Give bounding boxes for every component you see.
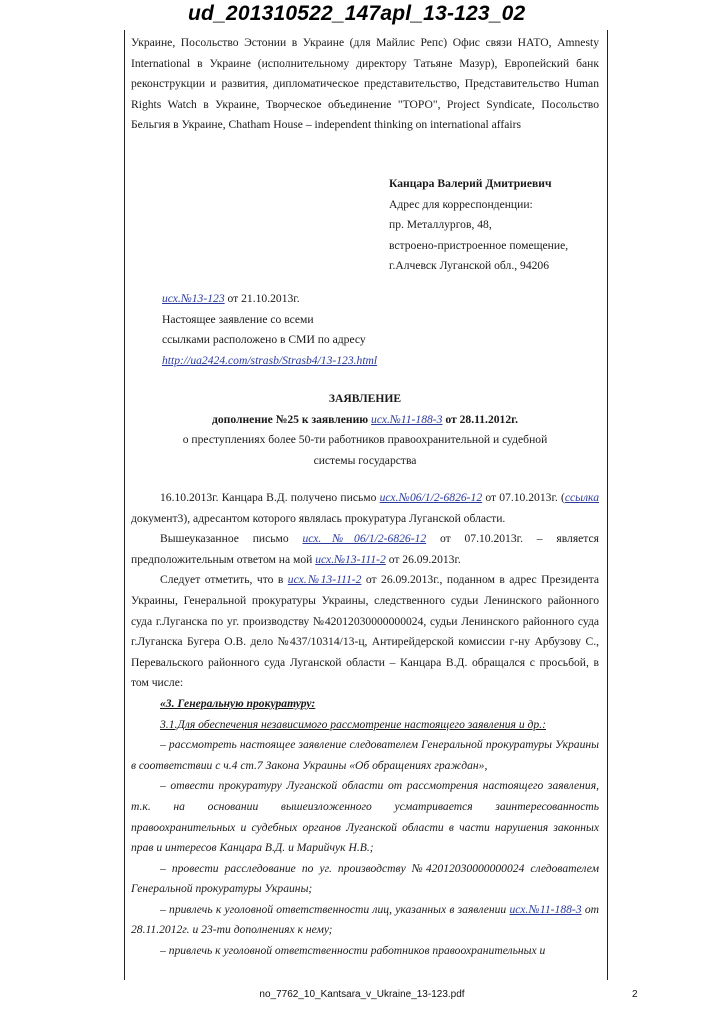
quote-heading: «3. Генеральную прокуратуру:: [160, 696, 316, 710]
quote-item-4: – провести расследование по уг. производству №42012030000000024 следователем Генеральной прокуратуры Украины;: [131, 861, 599, 896]
intro-text: Украине, Посольство Эстонии в Украине (для Майлис Репс) Офис связи НАТО, Amnesty International в Украине (исполнительному директору Татьяне Мазур), Европейский банк реконструкции и развития, дипломатическое представительство, Представительство Human Rights Watch в Украине, Творческое объединение "ТОРО", Project Syndicate, Посольство Бельгия в Украине, Chatham House – independent thinking on international affairs: [131, 36, 599, 132]
body-paragraph-1: [131, 488, 599, 529]
p2-text-a: Вышеуказанное письмо: [160, 532, 303, 546]
p2-text-b: от 07.10.2013г. – является предположительным ответом на мой: [131, 532, 599, 566]
p3-text-b: от 26.09.2013г., поданном в адрес Президента Украины, Генеральной прокуратуры Украины, следственного судьи Ленинского районного суда г.Луганска по уг. производству №42012030000000024, судьи Ленинского районного суда г.Луганска Бугера О.В. дело №437/10314/13-ц, Антирейдерской комиссии г-ну Арбузову С., Перевальского районного суда Луганской области – Канцара В.Д. обращался с просьбой, в том числе:: [131, 573, 599, 690]
correspondence-address: [389, 174, 604, 277]
p3-link[interactable]: исх.№13-111-2: [287, 573, 362, 587]
p2-link[interactable]: исх.№06/1/2-6826-12: [302, 532, 427, 546]
sender-name: Канцара Валерий Дмитриевич: [389, 177, 552, 190]
footer-page-number: 2: [632, 989, 638, 1000]
reference-date: от 21.10.2013г.: [224, 292, 300, 305]
p1-link[interactable]: исх.№06/1/2-6826-12: [379, 491, 483, 504]
quote-item-6: – привлечь к уголовной ответственности работников правоохранительных и: [160, 944, 546, 958]
intro-paragraph: [131, 33, 599, 136]
p2-text-c: от 26.09.2013г.: [385, 552, 461, 566]
reference-link[interactable]: исх.№13-123: [162, 292, 225, 305]
p1-text-a: 16.10.2013г. Канцара В.Д. получено письмо: [160, 491, 380, 504]
statement-heading: ЗАЯВЛЕНИЕ: [328, 392, 402, 405]
quote-item-3: – отвести прокуратуру Луганской области от рассмотрения настоящего заявления, т.к. на основании вышеизложенного усматривается заинтересованность правоохранительных и судебных органов Луганской области в части нарушения законных прав и интересов Канцара В.Д. и Марийчук Н.В.;: [131, 779, 599, 855]
quote-item-1: 3.1.Для обеспечения независимого рассмотрение настоящего заявления и др.:: [160, 717, 546, 731]
reference-line-3: ссылками расположено в СМИ по адресу: [162, 333, 366, 347]
quote-item-2: – рассмотреть настоящее заявление следователем Генеральной прокуратуры Украины в соответствии с ч.4 ст.7 Закона Украины «Об обращениях граждан»,: [131, 738, 599, 772]
address-line-2: пр. Металлургов, 48,: [389, 218, 492, 232]
statement-desc-2: системы государства: [313, 453, 417, 467]
p3-text-a: Следует отметить, что в: [160, 573, 288, 587]
q5-link[interactable]: исх.№11-188-3: [509, 902, 582, 916]
p1-link-2[interactable]: ссылка: [564, 491, 599, 504]
statement-sub-pre: дополнение №25 к заявлению: [212, 412, 372, 426]
quote-item-5: [131, 900, 599, 941]
reference-url-link[interactable]: http://ua2424.com/strasb/Strasb4/13-123.html: [162, 353, 378, 367]
p1-text-c: документ3), адресантом которого являлась прокуратура Луганской области.: [131, 511, 506, 525]
p2-link-2[interactable]: исх.№13-111-2: [315, 552, 386, 566]
statement-desc-1: о преступлениях более 50-ти работников правоохранительной и судебной: [182, 433, 548, 447]
q5-text-b: от 28.11.2012г. и 23-ти дополнениях к нему;: [131, 902, 599, 937]
p1-text-b: от 07.10.2013г. (: [482, 491, 565, 504]
address-line-4: г.Алчевск Луганской обл., 94206: [389, 259, 550, 273]
statement-title-block: [131, 389, 599, 471]
statement-body: [131, 488, 599, 962]
address-line-1: Адрес для корреспонденции:: [389, 197, 533, 211]
statement-sub-link[interactable]: исх.№11-188-3: [371, 412, 443, 426]
body-paragraph-3: [131, 570, 599, 694]
reference-line-2: Настоящее заявление со всеми: [162, 312, 314, 326]
footer-filename: no_7762_10_Kantsara_v_Ukraine_13-123.pdf: [259, 989, 465, 1000]
q5-text-a: – привлечь к уголовной ответственности лиц, указанных в заявлении: [160, 902, 510, 916]
body-paragraph-2: [131, 529, 599, 570]
address-line-3: встроено-пристроенное помещение,: [389, 238, 569, 252]
statement-sub-post: от 28.11.2012г.: [442, 412, 518, 426]
reference-block: [162, 289, 462, 371]
document-header-title: ud_201310522_147apl_13-123_02: [188, 2, 526, 25]
